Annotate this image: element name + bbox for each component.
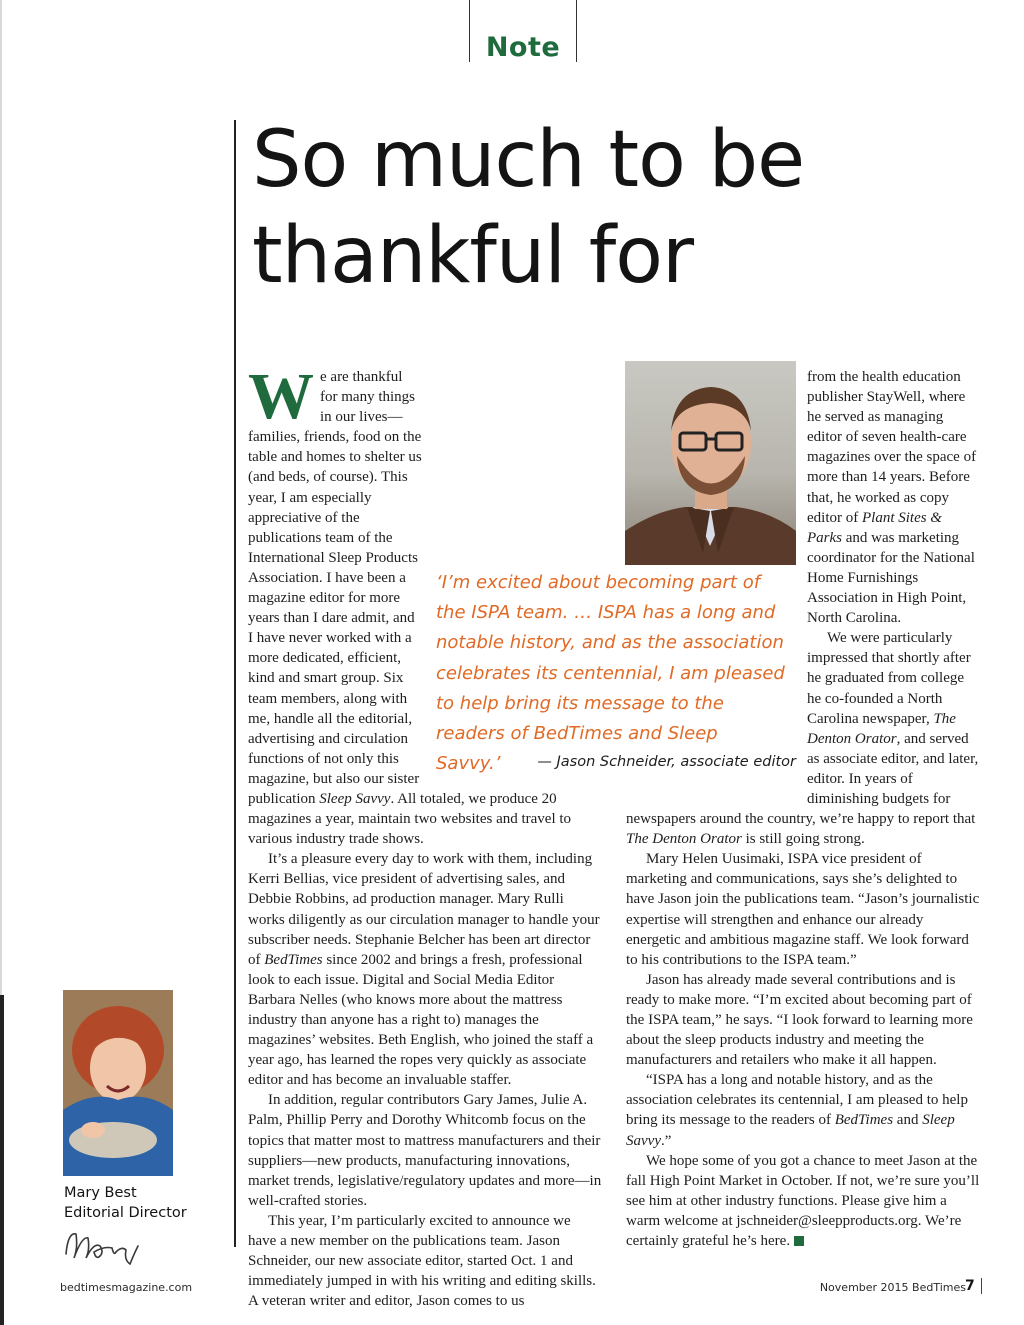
article-column-1 [248, 360, 602, 1310]
pull-quote-attribution: — Jason Schneider, associate editor [537, 754, 796, 770]
article-paragraph-9: “ISPA has a long and notable history, and as the association celebrates its centennial, I am pleased to help bring its message to the readers of BedTimes and Sleep Savvy.” [626, 1072, 968, 1149]
section-label: Note [485, 32, 561, 63]
portrait-illustration [625, 361, 796, 565]
footer-website: bedtimesmagazine.com [60, 1281, 193, 1294]
folio-rule [981, 1278, 982, 1294]
mary-best-photo [63, 990, 173, 1176]
end-mark-icon [794, 1236, 804, 1246]
article-paragraph-5: from the health education publisher StayWell, where he served as managing editor of seven health-care magazines over the space of more than 14 years. Before that, he worked as copy editor of Plant Sites & Parks and was marketing coordinator for the National Home Furnishings Association in High Point, North Carolina. [807, 369, 977, 627]
page-title: So much to be thankful for [252, 115, 805, 301]
jason-schneider-photo [625, 361, 796, 565]
pull-quote: ‘I’m excited about becoming part of the ISPA team. … ISPA has a long and notable history, and as the association celebrates its centennial, I am pleased to help bring its message to the readers of BedTimes and Sleep Savvy.’ [436, 572, 785, 775]
page-edge-bar [0, 995, 4, 1325]
article-paragraph-1: We are thankful for many things in our lives—families, friends, food on the table and homes to shelter us (and beds, of course). This year, I am especially appreciative of the publications team of the International Sleep Products Association. I have been a magazine editor for more years than I dare admit, and I have never worked with a more dedicated, efficient, kind and smart group. Six team members, along with me, handle all the editorial, advertising and circulation functions of not only this magazine, but also our sister publication Sleep Savvy. All totaled, we produce 20 magazines a year, maintain two websites and travel to various industry trade shows. [248, 360, 572, 848]
section-header [469, 0, 577, 62]
article-paragraph-3: In addition, regular contributors Gary James, Julie A. Palm, Phillip Perry and Dorothy Whitcomb focus on the topics that matter most to mattress manufacturers and their suppliers—new products, manufacturing innovations, market trends, legislative/regulatory updates and more—in well-crafted stories. [248, 1092, 602, 1209]
author-name: Mary Best [64, 1185, 137, 1201]
article-paragraph-10: We hope some of you got a chance to meet Jason at the fall High Point Market in October. If not, we’re sure you’ll see him at other industry functions. Please give him a warm welcome at jschneider@sleepproducts.org. We’re certainly grateful he’s here. [626, 1152, 980, 1250]
article-paragraph-8: Jason has already made several contributions and is ready to make more. “I’m excited about becoming part of the ISPA team,” he says. “I look forward to learning more about the sleep products industry and meeting the manufacturers and retailers who make it all happen. [626, 971, 973, 1069]
author-title: Editorial Director [64, 1205, 187, 1221]
page-number: 7 [965, 1278, 975, 1294]
article-paragraph-2: It’s a pleasure every day to work with them, including Kerri Bellias, vice president of advertising sales, and Debbie Robbins, ad production manager. Mary Rulli works diligently as our circulation manager to handle your subscriber needs. Stephanie Belcher has been art director of BedTimes since 2002 and brings a fresh, professional look to each issue. Digital and Social Media Editor Barbara Nelles (who knows more about the mattress industry than anyone has a right to) manages the magazines’ websites. Beth English, who joined the staff a year ago, has learned the ropes very quickly as associate editor and has become an invaluable staffer. [248, 851, 600, 1089]
footer-issue: November 2015 BedTimes [819, 1281, 966, 1294]
portrait-illustration [63, 990, 173, 1176]
title-rule [234, 120, 236, 1247]
article-paragraph-6: We were particularly impressed that shortly after he graduated from college he co-founded a North Carolina newspaper, The Denton Orator, and served as associate editor, and later, editor. In years of diminishing budgets for newspapers around the country, we’re happy to report that The Denton Orator is still going strong. [626, 630, 979, 848]
author-signature [60, 1224, 170, 1266]
author-credit [64, 1183, 187, 1223]
article-paragraph-7: Mary Helen Uusimaki, ISPA vice president of marketing and communications, says she’s delighted to have Jason join the publications team. “Jason’s journalistic expertise will strengthen and enhance our already energetic and ambitious magazine staff. We look forward to his contributions to the ISPA team.” [626, 851, 980, 968]
article-paragraph-4: This year, I’m particularly excited to announce we have a new member on the publications team. Jason Schneider, our new associate editor, started Oct. 1 and immediately jumped in with his writing and editing skills. A veteran writer and editor, Jason comes to us [248, 1212, 596, 1310]
drop-cap: W [248, 360, 314, 433]
